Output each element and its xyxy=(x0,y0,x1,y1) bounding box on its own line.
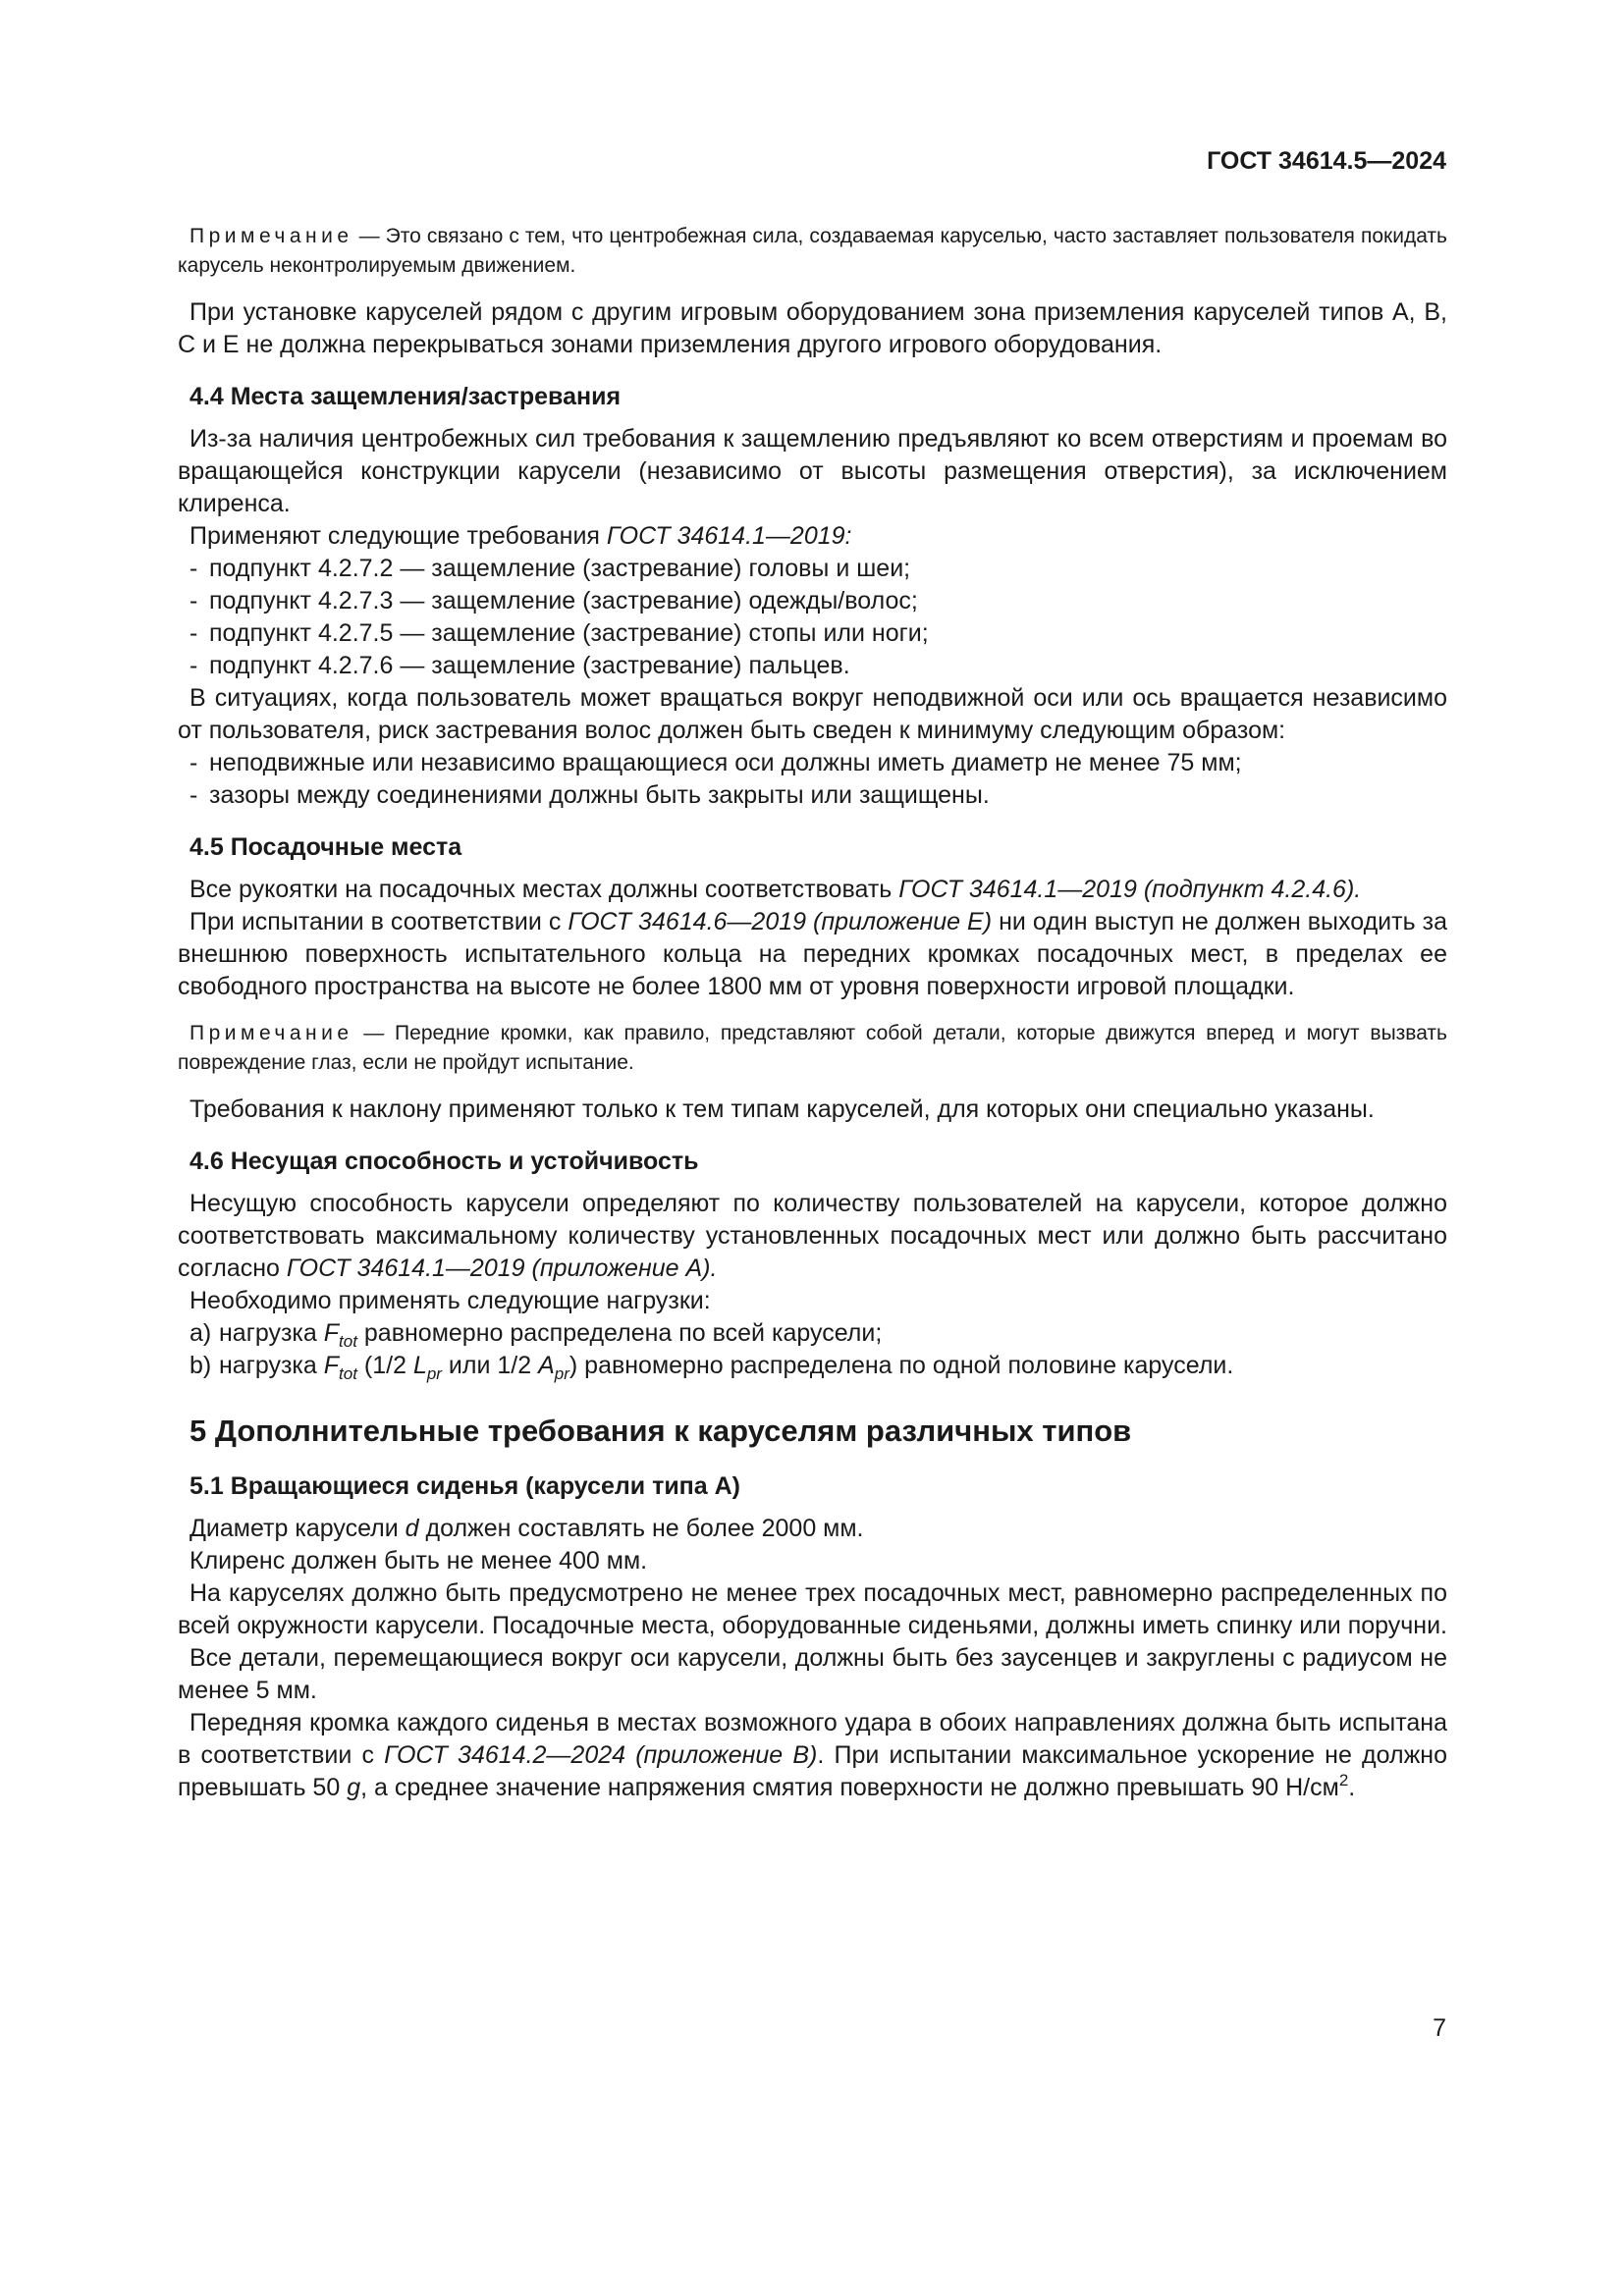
handles-text: Все рукоятки на посадочных местах должны соответствовать xyxy=(189,876,899,903)
note-text: — Передние кромки, как правило, представляют собой детали, которые движутся вперед и могут вызвать повреждение глаз, если не пройдут испытание. xyxy=(178,1022,1447,1074)
requirements-text: Применяют следующие требования xyxy=(189,522,607,550)
gost-reference: ГОСТ 34614.1—2019 (подпункт 4.2.4.6). xyxy=(898,876,1362,903)
section-5-title: 5 Дополнительные требования к каруселям различных типов xyxy=(189,1414,1132,1448)
subscript-pr: pr xyxy=(554,1364,569,1383)
load-text-rest: ) равномерно распределена по одной половине карусели. xyxy=(568,1352,1234,1379)
axis-list xyxy=(178,747,1447,812)
paragraph-4-4-intro: Из-за наличия центробежных сил требования к защемлению предъявляют ко всем отверстиям и проемам во вращающейся конструкции карусели (независимо от высоты размещения отверстия), за исключением клиренса. xyxy=(178,425,1447,517)
diameter-text: Диаметр карусели xyxy=(189,1515,406,1542)
list-item-text: неподвижные или независимо вращающиеся оси должны иметь диаметр не менее 75 мм; xyxy=(209,749,1242,776)
list-item: - подпункт 4.2.7.2 — защемление (застревание) головы и шеи; xyxy=(189,555,911,582)
list-item xyxy=(178,1350,1447,1382)
list-item-text: подпункт 4.2.7.2 — защемление (застревание) головы и шеи; xyxy=(209,555,911,582)
note-centrifugal xyxy=(178,222,1447,281)
list-item xyxy=(178,1317,1447,1350)
loads-list xyxy=(178,1317,1447,1382)
subscript-pr: pr xyxy=(426,1364,442,1383)
note-front-edges xyxy=(178,1019,1447,1078)
document-body xyxy=(178,222,1447,1804)
page-number: 7 xyxy=(1433,2014,1446,2042)
list-item: - зазоры между соединениями должны быть закрыты или защищены. xyxy=(189,781,990,809)
list-item: - неподвижные или независимо вращающиеся оси должны иметь диаметр не менее 75 мм; xyxy=(189,749,1242,776)
standard-header: ГОСТ 34614.5—2024 xyxy=(1207,147,1446,175)
subscript-tot: tot xyxy=(339,1332,357,1351)
paragraph-5-1-seats: На каруселях должно быть предусмотрено не менее трех посадочных мест, равномерно распределенных по всей окружности карусели. Посадочные места, оборудованные сиденьями, должны иметь спинку или поручни. xyxy=(178,1579,1448,1639)
superscript-2: 2 xyxy=(1338,1771,1349,1789)
section-4-4-title: 4.4 Места защемления/застревания xyxy=(189,383,622,410)
load-text-rest: равномерно распределена по всей карусели; xyxy=(356,1319,883,1347)
load-text-mid: (1/2 xyxy=(356,1352,413,1379)
paragraph-5-1-diameter xyxy=(178,1513,1447,1545)
paragraph-5-1-burrs: Все детали, перемещающиеся вокруг оси карусели, должны быть без заусенцев и закруглены с радиусом не менее 5 мм. xyxy=(178,1644,1447,1704)
section-4-5-title: 4.5 Посадочные места xyxy=(189,833,462,861)
section-5-1-title: 5.1 Вращающиеся сиденья (карусели типа А) xyxy=(189,1472,741,1500)
gost-reference: ГОСТ 34614.6—2019 (приложение Е) xyxy=(568,908,993,935)
note-text: — Это связано с тем, что центробежная сила, создаваемая каруселью, часто заставляет пользователя покидать карусель неконтролируемым движением. xyxy=(178,225,1447,277)
paragraph-4-4-requirements xyxy=(178,520,1447,553)
paragraph-4-5-handles xyxy=(178,874,1447,906)
list-item: - подпункт 4.2.7.6 — защемление (застревание) пальцев. xyxy=(189,652,850,679)
symbol-a: A xyxy=(538,1352,555,1379)
impact-text: Передняя кромка каждого сиденья в местах возможного удара в обоих направлениях должна быть испытана в соответствии с xyxy=(178,1709,1447,1769)
subscript-tot: tot xyxy=(339,1364,357,1383)
load-text: нагрузка xyxy=(219,1352,324,1379)
gost-reference: ГОСТ 34614.1—2019 (приложение А). xyxy=(286,1255,718,1282)
paragraph-4-5-slope: Требования к наклону применяют только к тем типам каруселей, для которых они специально указаны. xyxy=(189,1095,1375,1123)
list-marker: b) xyxy=(189,1352,212,1379)
paragraph-4-6-loads: Необходимо применять следующие нагрузки: xyxy=(189,1287,711,1314)
entrapment-list xyxy=(178,553,1447,682)
symbol-g: g xyxy=(347,1774,361,1801)
load-text-mid: или 1/2 xyxy=(441,1352,539,1379)
list-item-text: зазоры между соединениями должны быть закрыты или защищены. xyxy=(209,781,990,809)
symbol-l: L xyxy=(412,1352,427,1379)
test-text-rest: ни один выступ не должен выходить за внешнюю поверхность испытательного кольца на передних кромках посадочных мест, в пределах ее свободного пространства на высоте не более 1800 мм от уровня поверхности игровой площадки. xyxy=(178,908,1447,1000)
list-item: - подпункт 4.2.7.3 — защемление (застревание) одежды/волос; xyxy=(189,587,918,614)
load-text: нагрузка xyxy=(219,1319,324,1347)
test-text: При испытании в соответствии с xyxy=(189,908,568,935)
list-item-text: подпункт 4.2.7.6 — защемление (застревание) пальцев. xyxy=(209,652,850,679)
paragraph-4-5-test xyxy=(178,906,1447,1003)
list-item-text: подпункт 4.2.7.5 — защемление (застревание) стопы или ноги; xyxy=(209,619,929,647)
list-item-text: подпункт 4.2.7.3 — защемление (застревание) одежды/волос; xyxy=(209,587,918,614)
capacity-text: Несущую способность карусели определяют по количеству пользователей на карусели, которое должно соответствовать максимальному количеству установленных посадочных мест или должно быть рассчитано согласно xyxy=(178,1190,1447,1282)
symbol-f: F xyxy=(323,1352,340,1379)
paragraph-5-1-impact xyxy=(178,1707,1447,1804)
section-4-6-title: 4.6 Несущая способность и устойчивость xyxy=(189,1148,699,1175)
impact-text-mid: . При испытании максимальное ускорение не должно превышать 50 xyxy=(178,1741,1448,1801)
list-item: - подпункт 4.2.7.5 — защемление (застревание) стопы или ноги; xyxy=(189,619,929,647)
note-label: Примечание xyxy=(189,225,353,247)
paragraph-5-1-clearance: Клиренс должен быть не менее 400 мм. xyxy=(189,1547,648,1575)
note-label: Примечание xyxy=(189,1022,353,1044)
symbol-d: d xyxy=(405,1515,419,1542)
paragraph-landing-zone: При установке каруселей рядом с другим игровым оборудованием зона приземления каруселей типов А, В, С и Е не должна перекрываться зонами приземления другого игрового оборудования. xyxy=(178,298,1447,358)
paragraph-4-4-axis: В ситуациях, когда пользователь может вращаться вокруг неподвижной оси или ось вращается независимо от пользователя, риск застревания волос должен быть сведен к минимуму следующим образом: xyxy=(178,684,1447,744)
list-marker: a) xyxy=(189,1319,212,1347)
impact-text-rest: , а среднее значение напряжения смятия поверхности не должно превышать 90 Н/см xyxy=(360,1774,1339,1801)
symbol-f: F xyxy=(323,1319,340,1347)
diameter-text-rest: должен составлять не более 2000 мм. xyxy=(418,1515,864,1542)
gost-reference: ГОСТ 34614.1—2019: xyxy=(606,522,852,550)
gost-reference: ГОСТ 34614.2—2024 (приложение В) xyxy=(384,1741,818,1769)
paragraph-4-6-capacity xyxy=(178,1188,1447,1285)
impact-text-end: . xyxy=(1348,1774,1356,1801)
